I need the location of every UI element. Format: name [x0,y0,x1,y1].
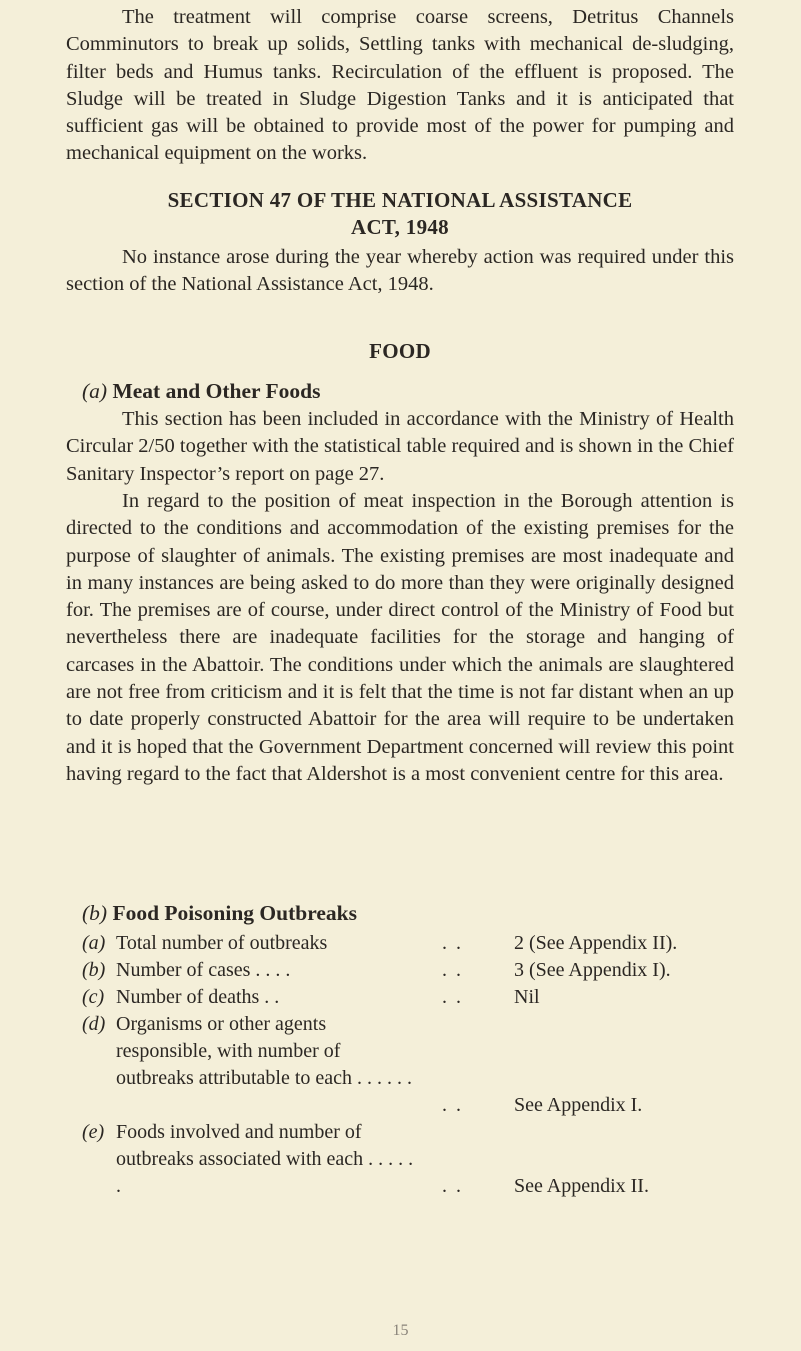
outbreak-key: (e) [82,1121,105,1143]
outbreak-dots: . . [442,1094,463,1116]
food-b-letter: (b) [82,901,108,925]
outbreak-dots: . . [442,986,463,1008]
food-a-heading [82,377,320,405]
food-heading: FOOD [369,339,431,363]
food-a-letter: (a) [82,379,108,403]
outbreak-value: See Appendix I. [514,1094,643,1116]
outbreak-dots: . . [442,959,463,981]
outbreak-label: Organisms or other agents responsible, with number of outbreaks attributable to each . . . . . . [116,1013,413,1089]
outbreak-value: Nil [514,986,540,1008]
outbreak-label: Total number of outbreaks [116,932,328,954]
outbreak-label: Number of deaths . . [116,986,280,1008]
outbreak-key: (a) [82,932,106,954]
outbreak-label: Number of cases . . . . [116,959,291,981]
food-a-title: Meat and Other Foods [112,379,321,403]
food-b-title: Food Poisoning Outbreaks [112,901,357,925]
outbreak-key: (b) [82,959,106,981]
outbreak-key: (d) [82,1013,106,1035]
food-a-paragraph-2: In regard to the position of meat inspection in the Borough attention is directed to the conditions and accommodation of the existing premises for the purpose of slaughter of animals. The existing premises are most inadequate and in many instances are being asked to do more than they were originally designed for. The premises are of course, under direct control of the Ministry of Food but nevertheless there are inadequate facilities for the storage and hanging of carcases in the Abattoir. The conditions under which the animals are slaughtered are not free from criticism and it is felt that the time is not far distant when an up to date properly constructed Abattoir for the area will require to be undertaken and it is hoped that the Government Department concerned will review this point having regard to the fact that Aldershot is a most convenient centre for this area. [66,490,734,785]
section-47-heading-line1: SECTION 47 OF THE NATIONAL ASSISTANCE [167,188,633,212]
section-47-heading-line2: ACT, 1948 [351,215,449,239]
page-number: 15 [392,1322,409,1339]
outbreak-value: See Appendix II. [514,1175,649,1197]
food-b-heading [82,899,357,927]
food-a-paragraph-1: This section has been included in accordance with the Ministry of Health Circular 2/50 together with the statistical table required and is shown in the Chief Sanitary Inspector’s report on page 27. [66,408,734,485]
outbreak-value: 3 (See Appendix I). [514,959,671,981]
outbreak-dots: . . [442,932,463,954]
outbreak-dots: . . [442,1175,463,1197]
outbreak-value: 2 (See Appendix II). [514,932,678,954]
outbreak-label: Foods involved and number of outbreaks associated with each . . . . . . [116,1121,414,1197]
treatment-paragraph: The treatment will comprise coarse screens, Detritus Channels Comminutors to break up solids, Settling tanks with mechanical de-sludging, filter beds and Humus tanks. Recirculation of the effluent is proposed. The Sludge will be treated in Sludge Digestion Tanks and it is anticipated that sufficient gas will be obtained to provide most of the power for pumping and mechanical equipment on the works. [66,6,734,165]
outbreak-key: (c) [82,986,105,1008]
section-47-paragraph: No instance arose during the year whereby action was required under this section of the National Assistance Act, 1948. [66,246,734,296]
